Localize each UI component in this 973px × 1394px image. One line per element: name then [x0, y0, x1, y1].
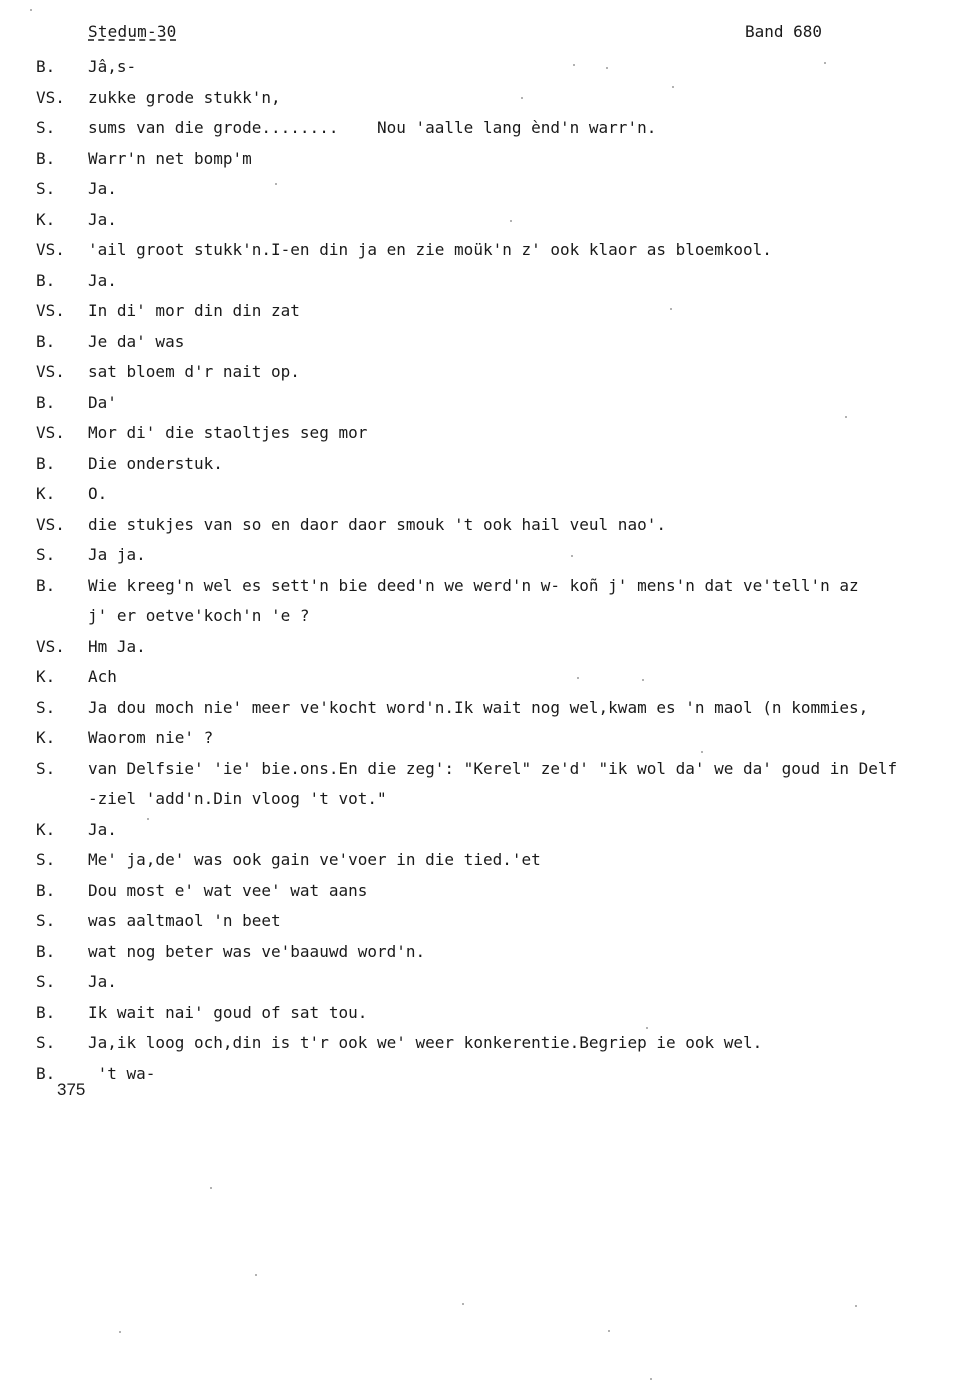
transcript-line [0, 876, 973, 907]
scan-speck [255, 1274, 257, 1276]
speaker-label: B. [36, 57, 56, 76]
speaker-label: S. [36, 697, 56, 717]
transcript-line [0, 357, 973, 388]
utterance-text: was aaltmaol 'n beet [88, 911, 281, 930]
speaker-label: B. [36, 392, 56, 412]
speaker-label: VS. [36, 514, 65, 534]
speaker-label: K. [36, 484, 56, 503]
speaker-label: S. [36, 911, 56, 930]
utterance-text: 'ail groot stukk'n.I-en din ja en zie moük'n z' ook klaor as bloemkool. [88, 240, 772, 259]
transcript-line [0, 510, 973, 541]
transcript-line [0, 449, 973, 480]
transcript-line [0, 388, 973, 419]
utterance-text: wat nog beter was ve'baauwd word'n. [88, 941, 426, 961]
speaker-label: B. [36, 453, 56, 473]
utterance-text: zukke grode stukk'n, [88, 87, 281, 107]
speaker-label: VS. [36, 362, 65, 381]
transcript-line [0, 784, 973, 815]
speaker-label: S. [36, 758, 56, 778]
utterance-text: Ja,ik loog och,din is t'r ook we' weer konkerentie.Begriep ie ook wel. [88, 1033, 763, 1052]
speaker-label: S. [36, 545, 56, 564]
page-number: 375 [57, 1080, 86, 1099]
transcript-line [0, 1028, 973, 1059]
transcript-line [0, 83, 973, 114]
scan-speck [521, 97, 523, 99]
transcript-line [0, 479, 973, 510]
speaker-label: K. [36, 728, 56, 747]
utterance-text: sat bloem d'r nait op. [88, 362, 300, 381]
tape-reference: Band 680 [745, 22, 823, 41]
transcript-line [0, 327, 973, 358]
scan-speck [701, 751, 703, 753]
speaker-label: VS. [36, 423, 65, 442]
transcript-line [0, 632, 973, 663]
utterance-text: die stukjes van so en daor daor smouk 't ook hail veul nao'. [88, 514, 666, 534]
transcript-line [0, 113, 973, 144]
transcript-body [0, 52, 973, 1089]
transcript-line [0, 540, 973, 571]
transcript-line [0, 723, 973, 754]
speaker-label: S. [36, 179, 56, 198]
utterance-text: Je da' was [88, 331, 185, 351]
utterance-text: Wie kreeg'n wel es sett'n bie deed'n we werd'n w- koñ j' mens'n dat ve'tell'n az [88, 575, 859, 595]
scan-speck [845, 416, 847, 418]
utterance-text: Da' [88, 392, 117, 412]
utterance-text: Die onderstuk. [88, 453, 223, 473]
utterance-text: Hm Ja. [88, 636, 146, 656]
transcript-line [0, 52, 973, 83]
transcript-line [0, 998, 973, 1029]
utterance-text: In di' mor din din zat [88, 301, 300, 320]
utterance-text: Ja. [88, 270, 117, 290]
transcript-line [0, 571, 973, 602]
scan-speck [670, 308, 672, 310]
speaker-label: S. [36, 972, 56, 991]
speaker-label: B. [36, 270, 56, 290]
utterance-text: Dou most e' wat vee' wat aans [88, 880, 368, 900]
utterance-text: Ja. [88, 819, 117, 839]
transcript-line [0, 845, 973, 876]
document-title: Stedum-30 [88, 22, 177, 41]
speaker-label: VS. [36, 240, 65, 259]
speaker-label: B. [36, 575, 56, 595]
transcript-line [0, 967, 973, 998]
utterance-text: Warr'n net bomp'm [88, 148, 252, 168]
speaker-label: B. [36, 148, 56, 168]
speaker-label: B. [36, 1002, 56, 1022]
utterance-text: Me' ja,de' was ook gain ve'voer in die tied.'et [88, 850, 541, 869]
scan-speck [210, 1187, 212, 1189]
scan-speck [608, 1330, 610, 1332]
scan-speck [30, 9, 32, 11]
utterance-text: Waorom nie' ? [88, 728, 214, 747]
scan-speck [119, 1331, 121, 1333]
transcript-line [0, 754, 973, 785]
scan-speck [642, 679, 644, 681]
speaker-label: S. [36, 850, 56, 869]
scan-speck [571, 555, 573, 557]
transcript-line [0, 1059, 973, 1090]
speaker-label: VS. [36, 301, 65, 320]
scan-speck [855, 1305, 857, 1307]
transcript-line [0, 906, 973, 937]
speaker-label: K. [36, 667, 56, 686]
scan-speck [650, 1378, 652, 1380]
scan-speck [510, 220, 512, 222]
utterance-text: van Delfsie' 'ie' bie.ons.En die zeg': "Kerel" ze'd' "ik wol da' we da' goud in Delf [88, 758, 898, 778]
utterance-text: j' er oetve'koch'n 'e ? [88, 606, 310, 625]
transcript-line [0, 296, 973, 327]
scan-speck [606, 67, 608, 69]
speaker-label: B. [36, 331, 56, 351]
transcript-line [0, 144, 973, 175]
transcript-line [0, 662, 973, 693]
speaker-label: VS. [36, 636, 65, 656]
speaker-label: B. [36, 1063, 56, 1083]
scan-speck [462, 1303, 464, 1305]
utterance-text: Ach [88, 667, 117, 686]
utterance-text: Ik wait nai' goud of sat tou. [88, 1002, 368, 1022]
utterance-text: 't wa- [88, 1063, 156, 1083]
speaker-label: S. [36, 1033, 56, 1052]
utterance-text: sums van die grode........ Nou 'aalle lang ènd'n warr'n. [88, 118, 657, 137]
scan-speck [147, 818, 149, 820]
utterance-text: Ja ja. [88, 545, 146, 564]
utterance-text: -ziel 'add'n.Din vloog 't vot." [88, 789, 387, 808]
transcript-line [0, 205, 973, 236]
scan-speck [275, 183, 277, 185]
scan-speck [573, 64, 575, 66]
utterance-text: Ja. [88, 179, 117, 198]
utterance-text: Ja. [88, 972, 117, 991]
scan-speck [672, 86, 674, 88]
scan-speck [577, 677, 579, 679]
speaker-label: S. [36, 118, 56, 137]
scan-speck [646, 1027, 648, 1029]
utterance-text: O. [88, 484, 108, 503]
utterance-text: Ja dou moch nie' meer ve'kocht word'n.Ik wait nog wel,kwam es 'n maol (n kommies, [88, 697, 869, 717]
speaker-label: B. [36, 880, 56, 900]
speaker-label: VS. [36, 87, 65, 107]
speaker-label: K. [36, 819, 56, 839]
transcript-line [0, 174, 973, 205]
speaker-label: B. [36, 941, 56, 961]
transcript-line [0, 693, 973, 724]
transcript-line [0, 601, 973, 632]
transcript-line [0, 937, 973, 968]
scan-speck [824, 62, 826, 64]
utterance-text: Ja. [88, 209, 117, 229]
transcript-line [0, 418, 973, 449]
utterance-text: Jâ,s- [88, 57, 137, 76]
transcript-line [0, 266, 973, 297]
transcript-line [0, 815, 973, 846]
speaker-label: K. [36, 209, 56, 229]
transcript-line [0, 235, 973, 266]
utterance-text: Mor di' die staoltjes seg mor [88, 423, 368, 442]
